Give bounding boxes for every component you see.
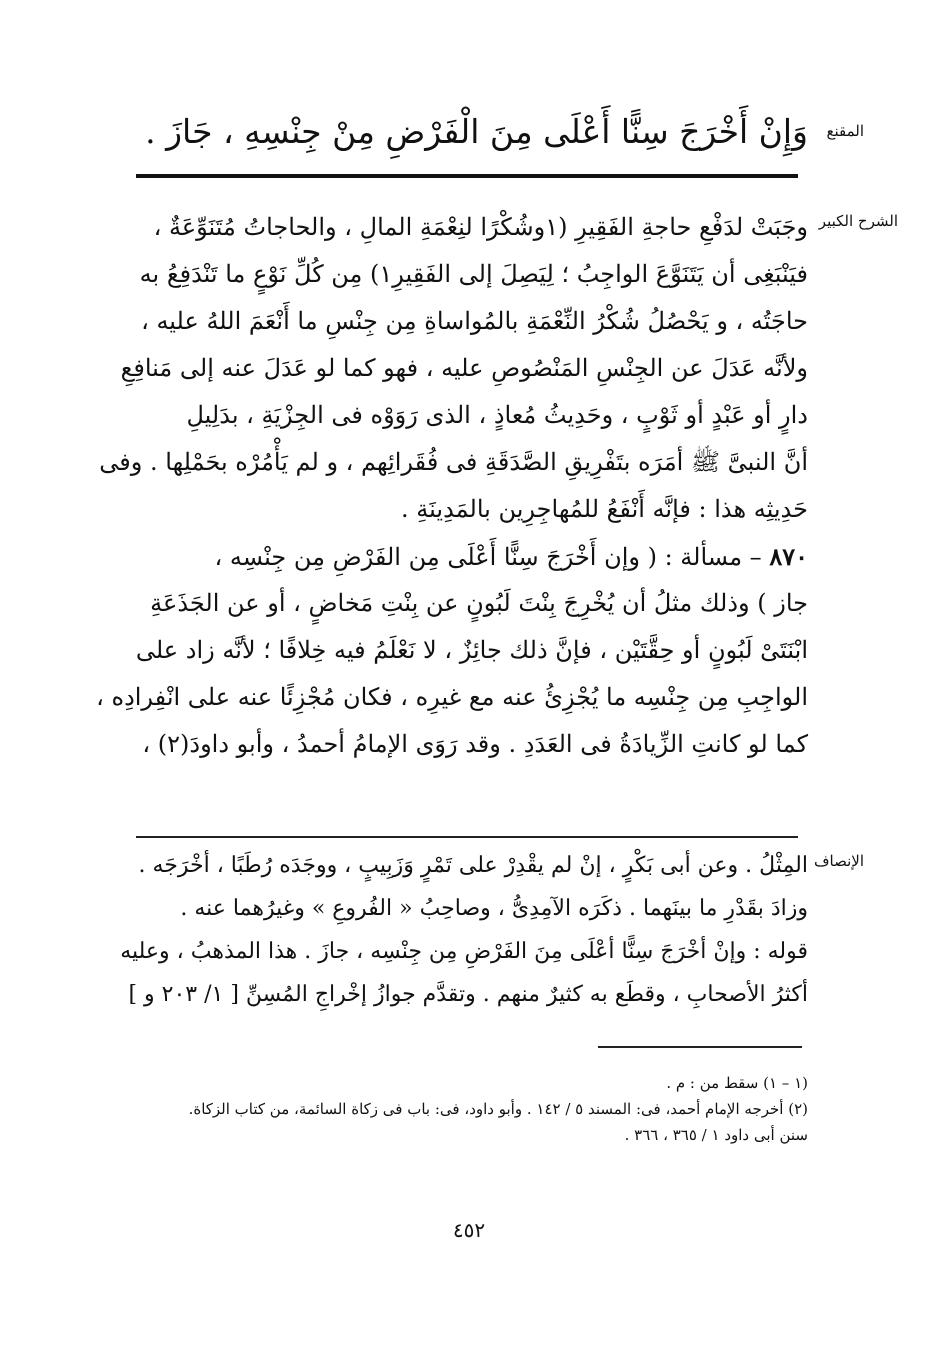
masala-line: [133, 533, 808, 580]
sharh-section: [96, 204, 808, 768]
page-number: ٤٥٢: [452, 1218, 486, 1242]
masala-number: ٨٧٠: [769, 542, 808, 571]
sharh-line: ولأنَّه عَدَلَ عن الجِنْسِ المَنْصُوصِ عليه ، فهو كما لو عَدَلَ عنه إلى مَنافِعِ: [120, 354, 808, 382]
insaf-line: المِثْلُ . وعن أبى بَكْرٍ ، إنْ لم يقْدِرْ على تَمْرٍ وَزَبِيبٍ ، ووجَدَه رُطَبًا ، أخْرَجَه .: [138, 853, 808, 878]
masala-first-text: – مسألة : ( وإن أَخْرَجَ سِنًّا أَعْلَى مِن الفَرْضِ مِن جِنْسِه ،: [214, 543, 762, 571]
insaf-line: أكثرُ الأصحابِ ، وقطَع به كثيرٌ منهم . وتقدَّم جوازُ إخْراجِ المُسِنِّ [ ١/ ٢٠٣ و ]: [128, 982, 808, 1007]
sharh-line: حَدِيثِه هذا : فإنَّه أَنْفَعُ للمُهاجِرِين بالمَدِينَةِ .: [401, 495, 808, 523]
label-muqni: المقنع: [826, 122, 864, 140]
insaf-line: وزادَ بقَدْرِ ما بينَهما . ذكَرَه الآمِدِىُّ ، وصاحِبُ « الفُروعِ » وغيرُهما عنه .: [180, 896, 808, 921]
sharh-line: كما لو كانتِ الزِّيادَةُ فى العَدَدِ . وقد رَوَى الإمامُ أحمدُ ، وأبو داودَ(٢) ،: [142, 730, 808, 758]
insaf-line: قوله : وإنْ أخْرَجَ سِنًّا أعْلَى مِنَ الفَرْضِ مِن جِنْسِه ، جازَ . هذا المذهبُ ، وعليه: [120, 939, 808, 964]
footnote-divider: [598, 1046, 802, 1048]
label-insaf: الإنصاف: [813, 852, 864, 870]
sharh-line: فيَنْبَغِى أن يَتَنَوَّعَ الواجِبُ ؛ لِيَصِلَ إلى الفَقِيرِ١) مِن كُلِّ نَوْعٍ ما تَنْدَفِعُ به: [139, 260, 808, 288]
insaf-section: [120, 844, 808, 1016]
divider-thick: [136, 174, 798, 178]
footnote: (١ – ١) سقط من : م .: [666, 1074, 808, 1092]
sharh-line: أنَّ النبىَّ ﷺ أمَرَه بتَفْرِيقِ الصَّدَقَةِ فى فُقَرائِهم ، و لم يَأْمُرْه بحَمْلِها . وفى: [99, 448, 808, 476]
sharh-line: جاز ) وذلك مثلُ أن يُخْرِجَ بِنْتَ لَبُونٍ عن بِنْتِ مَخاضٍ ، أو عن الجَذَعَةِ: [150, 589, 808, 617]
sharh-line: حاجَتُه ، و يَحْصُلُ شُكْرُ النِّعْمَةِ بالمُواساةِ مِن جِنْسِ ما أَنْعَمَ اللهُ عليه ،: [141, 307, 808, 335]
footnotes: [133, 1070, 808, 1148]
divider-thin: [136, 836, 798, 838]
footnote: (٢) أخرجه الإمام أحمد، فى: المسند ٥ / ١٤٢ . وأبو داود، فى: باب فى زكاة السائمة، من كتاب الزكاة.: [188, 1100, 808, 1118]
sharh-line: دارٍ أو عَبْدٍ أو ثَوْبٍ ، وحَدِيثُ مُعاذٍ ، الذى رَوَوْه فى الجِزْيَةِ ، بدَلِيلِ: [186, 401, 808, 429]
sharh-line: ابْنَتَىْ لَبُونٍ أو حِقَّتَيْن ، فإنَّ ذلك جائِزٌ ، لا نَعْلَمُ فيه خِلافًا ؛ لأنَّه زاد على: [135, 636, 808, 664]
sharh-line: وجَبَتْ لدَفْعِ حاجةِ الفَقِيرِ (١وشُكْرًا لنِعْمَةِ المالِ ، والحاجاتُ مُتَنَوِّعَةٌ ،: [153, 213, 808, 241]
sharh-line: الواجِبِ مِن جِنْسِه ما يُجْزِئُ عنه مع غيرِه ، فكان مُجْزِئًا عنه على انْفِرادِه ،: [96, 683, 808, 711]
label-sharh: الشرح الكبير: [818, 212, 898, 230]
footnote: سنن أبى داود ١ / ٣٦٥ ، ٣٦٦ .: [624, 1126, 808, 1144]
muqni-text: وَإِنْ أَخْرَجَ سِنًّا أَعْلَى مِنَ الْفَرْضِ مِنْ جِنْسِهِ ، جَازَ .: [145, 112, 808, 151]
